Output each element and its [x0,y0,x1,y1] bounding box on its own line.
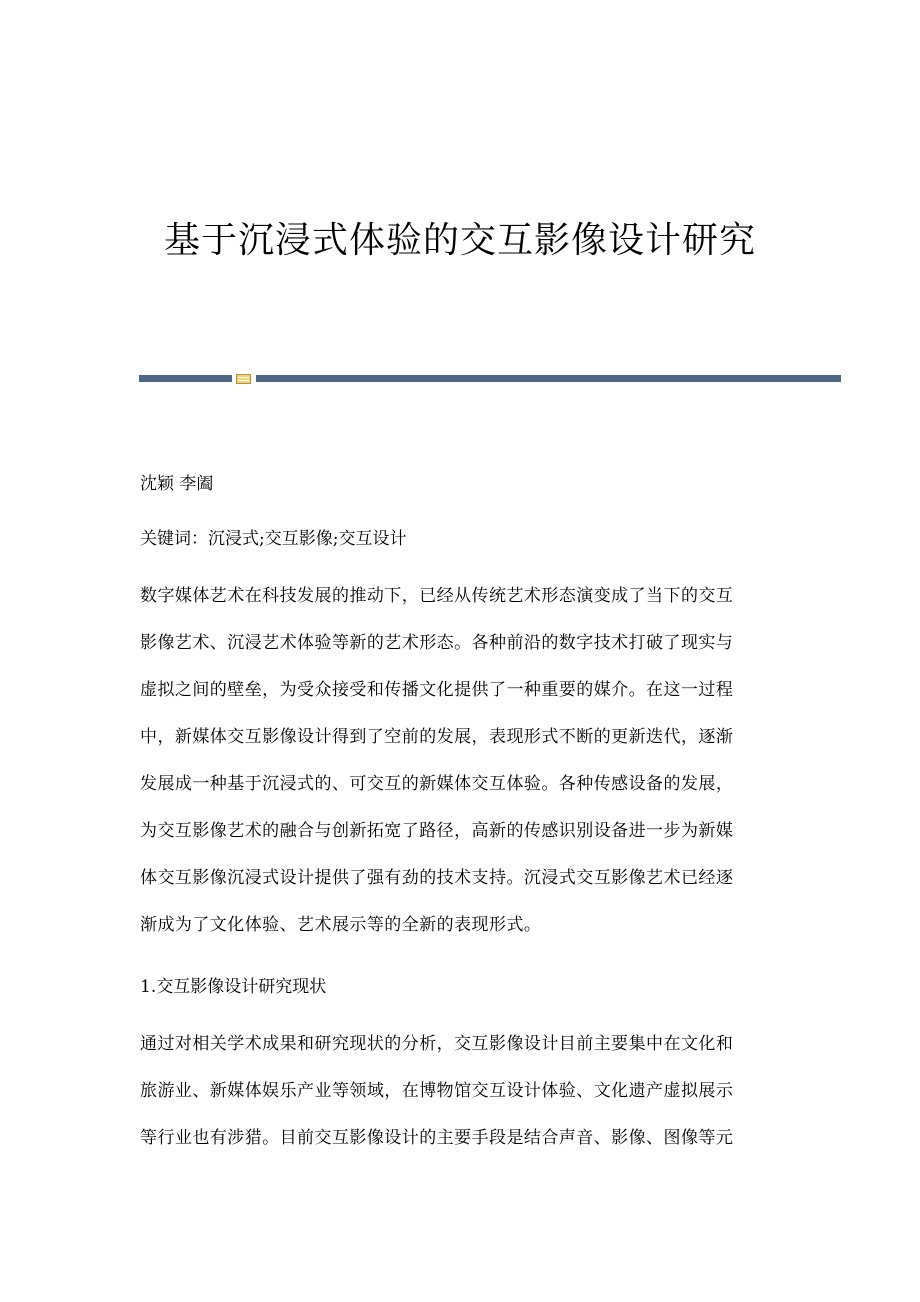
abstract-line: 体交互影像沉浸式设计提供了强有劲的技术支持。沉浸式交互影像艺术已经逐 [140,868,734,888]
divider-bar-left [139,375,232,382]
authors: 沈颖 李阖 [140,474,214,494]
section-line: 通过对相关学术成果和研究现状的分析，交互影像设计目前主要集中在文化和 [140,1034,734,1054]
section-heading: 1.交互影像设计研究现状 [140,977,327,997]
title-divider [139,374,841,384]
divider-ornament-icon [236,374,251,384]
keywords: 关键词：沉浸式;交互影像;交互设计 [140,529,407,549]
abstract-line: 虚拟之间的壁垒，为受众接受和传播文化提供了一种重要的媒介。在这一过程 [140,680,734,700]
divider-bar-right [256,375,841,382]
section-line: 旅游业、新媒体娱乐产业等领域，在博物馆交互设计体验、文化遗产虚拟展示 [140,1081,734,1101]
abstract-line: 影像艺术、沉浸艺术体验等新的艺术形态。各种前沿的数字技术打破了现实与 [140,633,734,653]
abstract-line: 渐成为了文化体验、艺术展示等的全新的表现形式。 [140,915,542,935]
abstract-line: 中，新媒体交互影像设计得到了空前的发展，表现形式不断的更新迭代，逐渐 [140,727,734,747]
page-title: 基于沉浸式体验的交互影像设计研究 [163,220,756,261]
abstract-line: 数字媒体艺术在科技发展的推动下，已经从传统艺术形态演变成了当下的交互 [140,586,734,606]
section-line: 等行业也有涉猎。目前交互影像设计的主要手段是结合声音、影像、图像等元 [140,1128,734,1148]
abstract-line: 发展成一种基于沉浸式的、可交互的新媒体交互体验。各种传感设备的发展， [140,774,734,794]
abstract-line: 为交互影像艺术的融合与创新拓宽了路径，高新的传感识别设备进一步为新媒 [140,821,734,841]
